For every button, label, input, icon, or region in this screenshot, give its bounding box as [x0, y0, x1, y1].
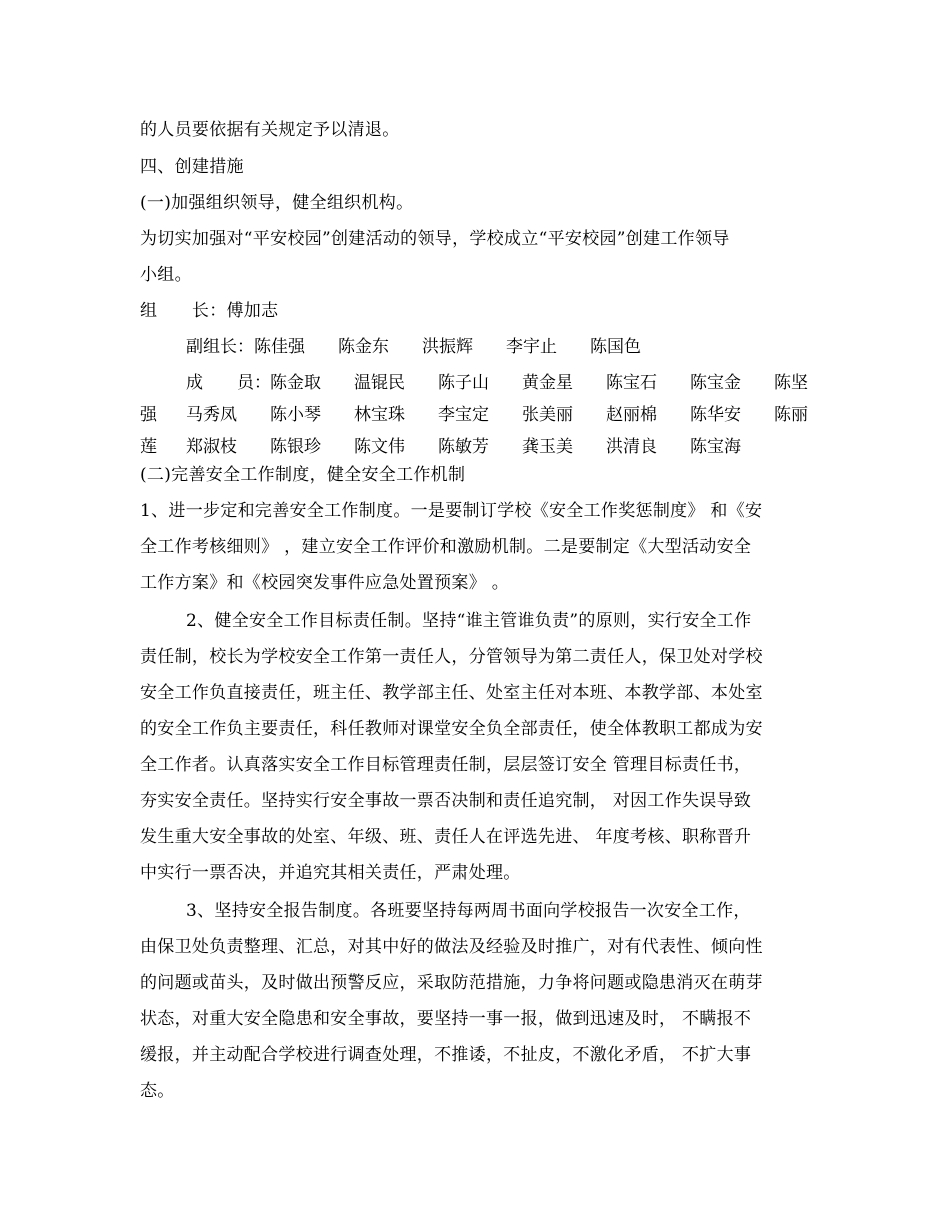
member-name: 陈敏芳	[438, 437, 489, 457]
deputy-name: 陈国色	[590, 337, 641, 357]
member-name: 李宝定	[438, 405, 489, 425]
paragraph-line: 全工作者。认真落实安全工作目标管理责任制，层层签订安全 管理目标责任书，	[140, 755, 752, 775]
member-name: 马秀凤	[186, 405, 237, 425]
member-name: 郑淑枝	[186, 437, 237, 457]
member-name: 陈宝金	[690, 373, 741, 393]
deputy-name: 洪振辉	[422, 337, 473, 357]
member-name: 赵丽棉	[606, 405, 657, 425]
member-name: 陈金取	[270, 373, 321, 393]
members-row	[186, 373, 814, 393]
member-name: 陈宝石	[606, 373, 657, 393]
member-name: 温锟民	[354, 373, 405, 393]
member-name: 陈宝海	[690, 437, 741, 457]
paragraph-line: 2、健全安全工作目标责任制。坚持“谁主管谁负责”的原则，实行安全工作	[186, 611, 752, 631]
member-name: 龚玉美	[522, 437, 573, 457]
members-label: 成 员：	[186, 373, 271, 393]
paragraph-line: 的安全工作负主要责任，科任教师对课堂安全负全部责任，使全体教职工都成为安	[140, 719, 763, 739]
member-name: 强	[140, 405, 157, 425]
paragraph-line: 3、坚持安全报告制度。各班要坚持每两周书面向学校报告一次安全工作，	[186, 901, 751, 921]
member-name: 陈小琴	[270, 405, 321, 425]
paragraph-line: 的人员要依据有关规定予以清退。	[140, 120, 400, 140]
deputy-name: 李宇止	[506, 337, 557, 357]
members-row	[140, 437, 774, 457]
paragraph-line: 责任制，校长为学校安全工作第一责任人，分管领导为第二责任人，保卫处对学校	[140, 647, 763, 667]
member-name: 陈丽	[774, 405, 808, 425]
member-name: 陈华安	[690, 405, 741, 425]
paragraph-line: 发生重大安全事故的处室、年级、班、责任人在评选先进、 年度考核、职称晋升	[140, 827, 752, 847]
subsection-heading: (一)加强组织领导，健全组织机构。	[140, 193, 414, 213]
member-name: 黄金星	[522, 373, 573, 393]
member-name: 莲	[140, 437, 157, 457]
paragraph-line: 夯实安全责任。坚持实行安全事故一票否决制和责任追究制， 对因工作失误导致	[140, 791, 752, 811]
subsection-heading: (二)完善安全工作制度，健全安全工作机制	[140, 465, 466, 485]
member-name: 张美丽	[522, 405, 573, 425]
deputy-row	[186, 337, 674, 357]
paragraph-line: 安全工作负直接责任，班主任、教学部主任、处室主任对本班、本教学部、本处室	[140, 683, 763, 703]
paragraph-line: 为切实加强对“平安校园”创建活动的领导，学校成立“平安校园”创建工作领导	[140, 229, 730, 249]
member-name: 陈子山	[438, 373, 489, 393]
paragraph-line: 的问题或苗头，及时做出预警反应，采取防范措施，力争将问题或隐患消灭在萌芽	[140, 973, 763, 993]
deputy-label: 副组长：	[186, 337, 254, 357]
paragraph-line: 全工作考核细则》 ，建立安全工作评价和激励机制。二是要制定《大型活动安全	[140, 537, 752, 557]
member-name: 洪清良	[606, 437, 657, 457]
members-row	[140, 405, 814, 425]
member-name: 陈银珍	[270, 437, 321, 457]
deputy-name: 陈金东	[338, 337, 389, 357]
paragraph-line: 由保卫处负责整理、汇总，对其中好的做法及经验及时推广，对有代表性、倾向性	[140, 937, 763, 957]
paragraph-line: 中实行一票否决，并追究其相关责任，严肃处理。	[140, 863, 521, 883]
paragraph-line: 状态，对重大安全隐患和安全事故，要坚持一事一报，做到迅速及时， 不瞒报不	[140, 1009, 752, 1029]
member-name: 陈文伟	[354, 437, 405, 457]
paragraph-line: 1、进一步定和完善安全工作制度。一是要制订学校《安全工作奖惩制度》 和《安	[140, 501, 763, 521]
section-heading: 四、创建措施	[140, 157, 244, 177]
paragraph-line: 工作方案》和《校园突发事件应急处置预案》 。	[140, 573, 510, 593]
member-name: 林宝珠	[354, 405, 405, 425]
leader-line: 组 长：傅加志	[140, 301, 279, 321]
member-name: 陈坚	[774, 373, 808, 393]
deputy-name: 陈佳强	[254, 337, 305, 357]
paragraph-line: 小组。	[140, 265, 192, 285]
paragraph-line: 态。	[140, 1081, 175, 1101]
paragraph-line: 缓报，并主动配合学校进行调查处理，不推诿，不扯皮，不激化矛盾， 不扩大事	[140, 1045, 752, 1065]
